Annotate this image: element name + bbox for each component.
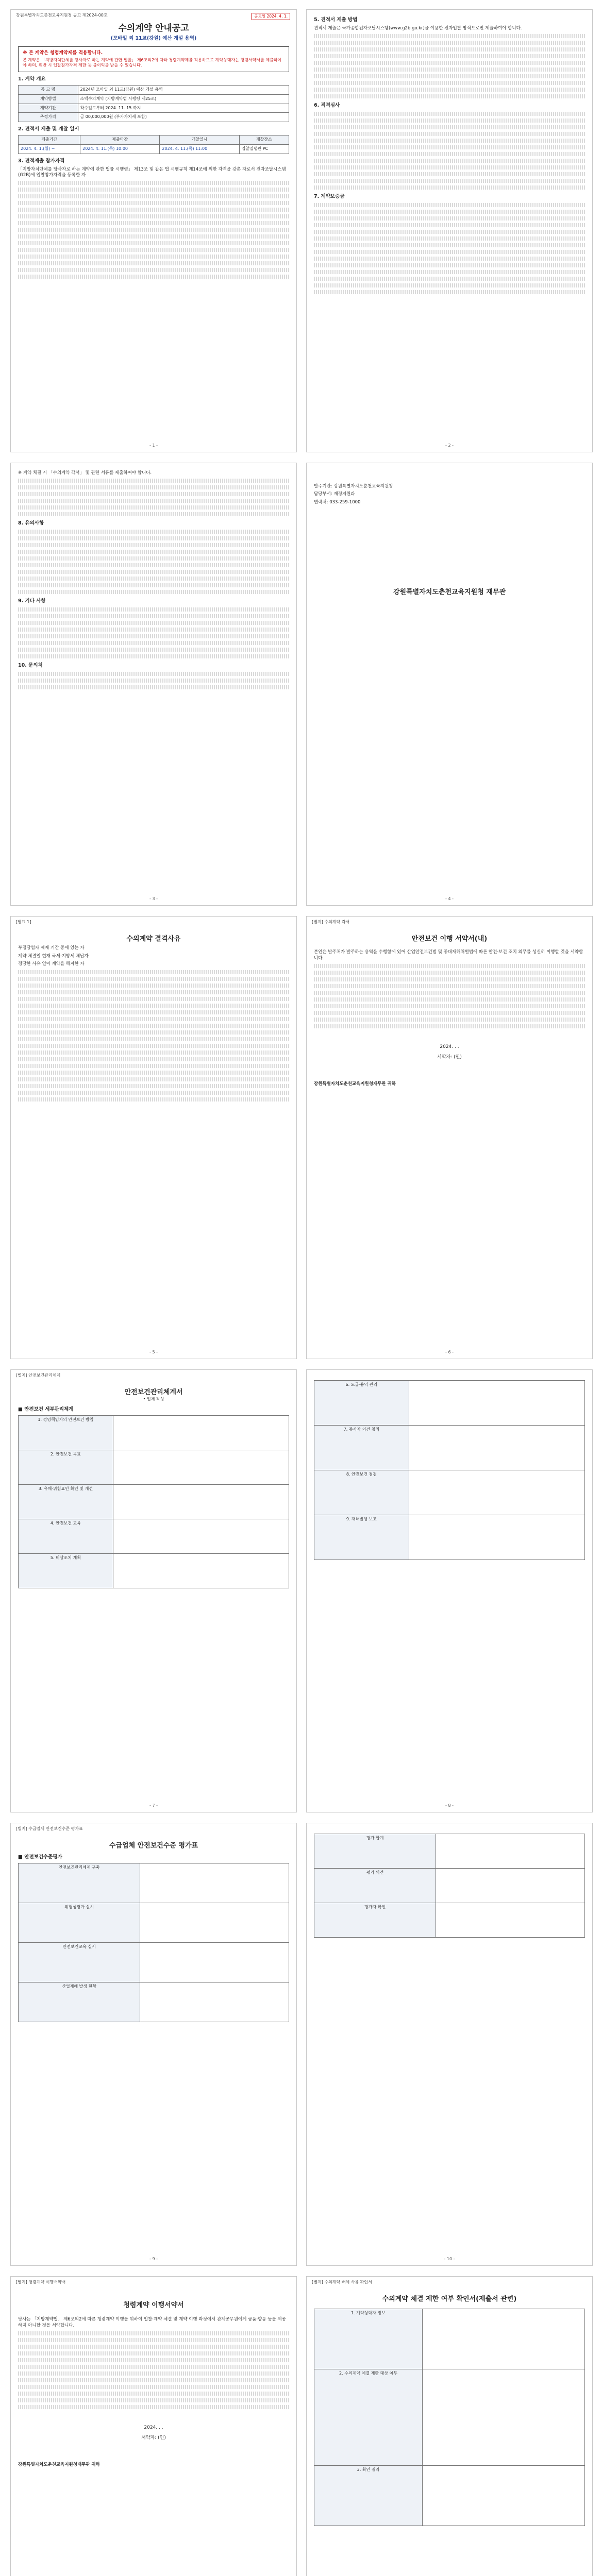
framework-row-label: 7. 종사자 의견 청취	[314, 1426, 409, 1470]
page-header: 강원특별자치도춘천교육지원청 공고 제2024-00호	[16, 13, 108, 18]
section-heading: 6. 적격심사	[314, 103, 340, 109]
notice-heading: ※ 본 계약은 청렴계약제를 적용합니다.	[23, 50, 103, 56]
schedule-cell: 2024. 4. 11.(목) 11:00	[160, 144, 239, 154]
page-subtitle: (모바일 외 11교(강원) 예산 개설 용역)	[110, 35, 197, 41]
section-heading: ■ 안전보건수준평가	[18, 1854, 62, 1860]
framework-row-label: 6. 도급·용역 관리	[314, 1381, 409, 1426]
section-body: 견적서 제출은 국가종합전자조달시스템(www.g2b.go.kr)을 이용한 전자입찰 방식으로만 제출하여야 합니다.	[314, 25, 522, 31]
framework-row-value	[113, 1484, 289, 1519]
framework-row-value	[113, 1553, 289, 1588]
framework-row-value	[409, 1515, 584, 1560]
check-row-value	[423, 2466, 585, 2526]
document-page-2	[306, 9, 593, 452]
body-text-lines	[11, 479, 296, 516]
form-title: 수의계약 결격사유	[126, 935, 181, 943]
pledge-body: 본인은 발주처가 발주하는 용역을 수행함에 있어 산업안전보건법 및 중대재해처벌법에 따른 안전·보건 조치 의무를 성실히 이행할 것을 서약합니다.	[314, 950, 583, 961]
document-page-12	[306, 2276, 593, 2576]
body-text-lines	[11, 530, 296, 594]
form-label: [별지] 청렴계약 이행서약서	[16, 2280, 66, 2284]
section-heading: 7. 계약보증금	[314, 194, 345, 200]
info-value: 금 00,000,000원 (부가가치세 포함)	[78, 113, 289, 122]
form-title: 청렴계약 이행서약서	[123, 2301, 184, 2309]
framework-row-label: 3. 유해·위험요인 확인 및 개선	[19, 1484, 113, 1519]
contact-line: 발주기관: 강원특별자치도춘천교육지원청	[314, 484, 393, 489]
framework-row-value	[113, 1450, 289, 1484]
body-text-lines	[307, 203, 592, 294]
framework-row-value	[113, 1519, 289, 1553]
body-text-lines	[11, 672, 296, 689]
check-row-value	[423, 2369, 585, 2466]
page-number: - 9 -	[149, 2257, 158, 2262]
body-text-lines	[11, 181, 296, 279]
framework-row-label: 5. 비상조치 계획	[19, 1553, 113, 1588]
document-page-4	[306, 463, 593, 906]
schedule-header: 개찰장소	[239, 135, 289, 145]
framework-row-value	[409, 1426, 584, 1470]
document-page-5	[10, 916, 297, 1359]
evaluation-row-label: 평가 합계	[314, 1834, 436, 1869]
section-heading: ■ 안전보건 세부관리체계	[18, 1406, 74, 1413]
evaluation-row-label: 위험성평가 실시	[19, 1903, 140, 1943]
list-item: 정당한 사유 없이 계약을 해지한 자	[18, 961, 85, 967]
info-label: 추정가격	[19, 113, 78, 122]
notice-body: 본 계약은 「지방자치단체를 당사자로 하는 계약에 관한 법률」 제6조의2에 따라 청렴계약제를 적용하므로 계약상대자는 청렴서약서를 제출하여야 하며, 위반 시 입찰참가자격 제한 등 불이익을 받을 수 있습니다.	[23, 57, 282, 68]
list-item: 부정당업자 제재 기간 중에 있는 자	[18, 945, 85, 951]
schedule-header: 제출마감	[80, 135, 160, 145]
evaluation-table	[18, 1863, 289, 2022]
pledge-sign: 서약자: (인)	[437, 1055, 462, 1060]
schedule-cell: 2024. 4. 11.(목) 10:00	[80, 144, 160, 154]
check-row-value	[423, 2309, 585, 2369]
evaluation-row-value	[436, 1869, 585, 1903]
note-text: ※ 계약 체결 시 「수의계약 각서」 및 관련 서류를 제출하여야 합니다.	[18, 470, 152, 476]
framework-row-value	[409, 1470, 584, 1515]
form-label: [별지] 수의계약 배제 사유 확인서	[312, 2280, 372, 2284]
page-number: - 8 -	[445, 1803, 454, 1808]
body-text-lines	[11, 607, 296, 658]
check-row-label: 3. 확인 결과	[314, 2466, 423, 2526]
form-label: [별지] 안전보건관리체계	[16, 1373, 61, 1378]
evaluation-row-value	[436, 1834, 585, 1869]
evaluation-row-value	[140, 1943, 289, 1982]
form-title: 안전보건관리체계서	[124, 1388, 183, 1396]
info-label: 계약방법	[19, 94, 78, 104]
evaluation-row-label: 안전보건관리체계 구축	[19, 1863, 140, 1903]
document-page-8	[306, 1369, 593, 1812]
contact-line: 담당부서: 재정지원과	[314, 492, 355, 497]
check-row-label: 1. 계약상대자 정보	[314, 2309, 423, 2369]
page-number: - 1 -	[149, 443, 158, 448]
evaluation-row-label: 평가자 확인	[314, 1903, 436, 1938]
form-label: [별지] 수의계약 각서	[312, 920, 350, 924]
evaluation-row-label: 평가 의견	[314, 1869, 436, 1903]
form-title: 안전보건 이행 서약서(내)	[411, 935, 488, 943]
framework-row-label: 8. 안전보건 점검	[314, 1470, 409, 1515]
pledge-recipient: 강원특별자치도춘천교육지원청재무관 귀하	[18, 2462, 100, 2467]
pledge-date: 2024. . .	[440, 1044, 459, 1050]
page-number: - 4 -	[445, 896, 454, 902]
body-text-lines	[11, 2331, 296, 2409]
section-heading: 10. 문의처	[18, 663, 43, 669]
schedule-table	[18, 135, 289, 154]
info-label: 계약기간	[19, 104, 78, 113]
evaluation-row-value	[140, 1863, 289, 1903]
document-page-11	[10, 2276, 297, 2576]
page-title: 수의계약 안내공고	[118, 23, 189, 33]
body-text-lines	[11, 970, 296, 1101]
page-number: - 3 -	[149, 896, 158, 902]
issuer-signature: 강원특별자치도춘천교육지원청 재무관	[393, 588, 506, 597]
page-number: - 7 -	[149, 1803, 158, 1808]
framework-row-value	[409, 1381, 584, 1426]
document-page-3	[10, 463, 297, 906]
info-value: 착수일로부터 2024. 11. 15.까지	[78, 104, 289, 113]
framework-row-label: 1. 경영책임자의 안전보건 방침	[19, 1415, 113, 1450]
section-heading: 8. 유의사항	[18, 520, 44, 527]
info-table	[18, 85, 289, 122]
document-page-7	[10, 1369, 297, 1812]
document-page-9	[10, 1823, 297, 2266]
framework-row-label: 2. 안전보건 목표	[19, 1450, 113, 1484]
evaluation-row-label: 안전보건교육 실시	[19, 1943, 140, 1982]
document-page-10	[306, 1823, 593, 2266]
schedule-header: 제출기간	[19, 135, 80, 145]
pledge-sign: 서약자: (인)	[141, 2435, 166, 2441]
section-heading: 1. 계약 개요	[18, 76, 46, 82]
schedule-cell: 입찰집행관 PC	[239, 144, 289, 154]
evaluation-row-value	[140, 1903, 289, 1943]
framework-table	[18, 1415, 289, 1588]
form-title: 수급업체 안전보건수준 평가표	[109, 1841, 198, 1850]
page-number: - 10 -	[444, 2257, 455, 2262]
schedule-cell: 2024. 4. 1.(월) ~	[19, 144, 80, 154]
section-body: 「지방자치단체를 당사자로 하는 계약에 관한 법률 시행령」 제13조 및 같은 법 시행규칙 제14조에 의한 자격을 갖춘 자로서 전자조달시스템(G2B)에 입찰참가자격을 등록한 자	[18, 166, 286, 178]
framework-row-label: 9. 재해발생 보고	[314, 1515, 409, 1560]
page-number: - 2 -	[445, 443, 454, 448]
section-heading: 2. 견적서 제출 및 개찰 일시	[18, 126, 79, 132]
notice-box	[18, 46, 289, 73]
page-number: - 5 -	[149, 1350, 158, 1355]
evaluation-row-label: 산업재해 발생 현황	[19, 1982, 140, 2022]
info-value: 2024년 모바일 외 11교(강원) 예산 개설 용역	[78, 86, 289, 95]
pledge-recipient: 강원특별자치도춘천교육지원청재무관 귀하	[314, 1081, 396, 1087]
form-label: [별지] 수급업체 안전보건수준 평가표	[16, 1826, 83, 1831]
section-heading: 9. 기타 사항	[18, 598, 46, 604]
form-subtitle: • 업체 작성	[143, 1397, 164, 1402]
section-heading: 3. 견적제출 참가자격	[18, 158, 65, 164]
framework-row-value	[113, 1415, 289, 1450]
body-text-lines	[307, 112, 592, 190]
list-item: 계약 체결일 현재 국세·지방세 체납자	[18, 953, 89, 959]
check-table	[314, 2309, 585, 2526]
body-text-lines	[307, 964, 592, 1028]
form-label: [별표 1]	[16, 920, 31, 924]
info-label: 공 고 명	[19, 86, 78, 95]
pledge-date: 2024. . .	[144, 2425, 163, 2431]
evaluation-table	[314, 1834, 585, 1938]
contact-line: 연락처: 033-259-1000	[314, 499, 361, 505]
section-heading: 5. 견적서 제출 방법	[314, 17, 358, 23]
framework-row-label: 4. 안전보건 교육	[19, 1519, 113, 1553]
document-page-6	[306, 916, 593, 1359]
body-text-lines	[307, 34, 592, 98]
pledge-body: 당사는 「지방계약법」 제6조의2에 따른 청렴계약 이행을 위하여 입찰·계약 체결 및 계약 이행 과정에서 관계공무원에게 금품·향응 등을 제공하지 아니할 것을 서약합니다.	[18, 2317, 286, 2328]
check-row-label: 2. 수의계약 체결 제한 대상 여부	[314, 2369, 423, 2466]
form-title: 수의계약 체결 제한 여부 확인서(제출서 관련)	[382, 2295, 517, 2303]
framework-table	[314, 1380, 585, 1560]
info-value: 소액수의계약 (지방계약법 시행령 제25조)	[78, 94, 289, 104]
document-page-1	[10, 9, 297, 452]
date-stamp: 공고일 2024. 4. 1.	[252, 13, 290, 20]
page-number: - 6 -	[445, 1350, 454, 1355]
evaluation-row-value	[140, 1982, 289, 2022]
schedule-header: 개찰일시	[160, 135, 239, 145]
evaluation-row-value	[436, 1903, 585, 1938]
